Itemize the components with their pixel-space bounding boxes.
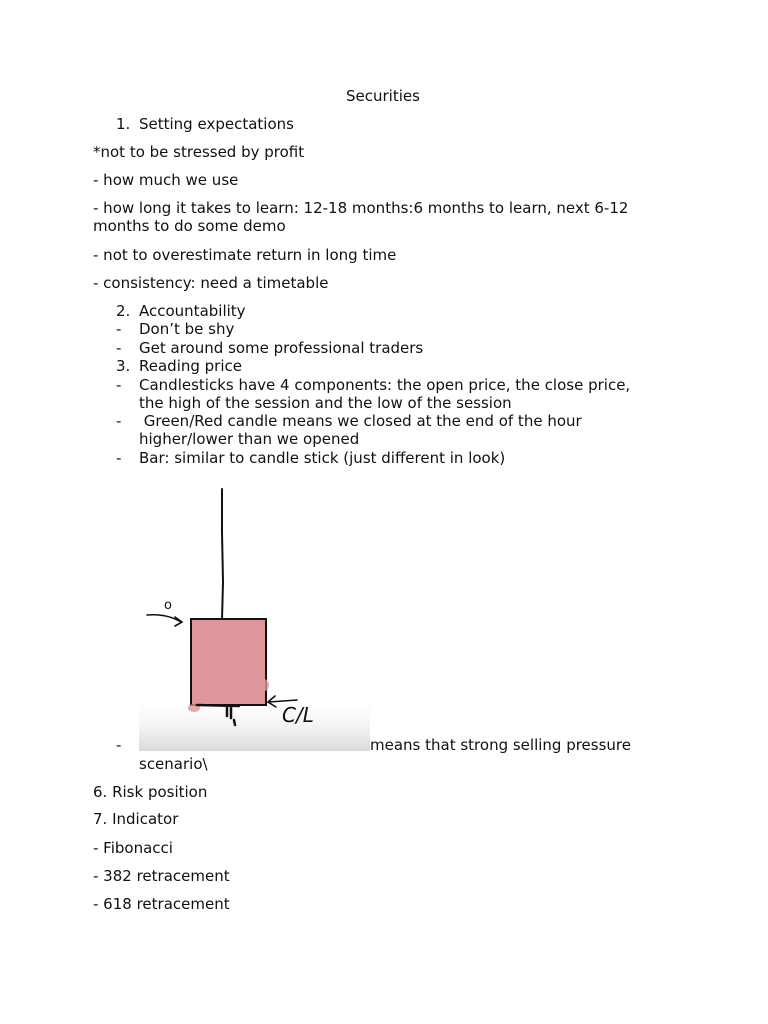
candle-body bbox=[191, 619, 266, 705]
bullet-marker: - bbox=[116, 339, 122, 357]
note-line: months to do some demo bbox=[93, 217, 286, 235]
bullet-text: Get around some professional traders bbox=[139, 339, 424, 357]
candlestick-sketch-drawing bbox=[139, 472, 370, 751]
close-low-label: C/L bbox=[282, 703, 314, 727]
bullet-text: Bar: similar to candle stick (just different in look) bbox=[139, 449, 506, 467]
note-line: - consistency: need a timetable bbox=[93, 274, 329, 292]
section-number: 1. bbox=[116, 115, 131, 133]
image-caption-continued: scenario\ bbox=[139, 755, 208, 773]
section-heading-accountability: Accountability bbox=[139, 302, 246, 320]
section-heading-setting-expectations: Setting expectations bbox=[139, 115, 294, 133]
bullet-text: Candlesticks have 4 components: the open price, the close price, bbox=[139, 376, 631, 394]
bullet-marker: - bbox=[116, 320, 122, 338]
note-line: - how much we use bbox=[93, 171, 239, 189]
section-number: 2. bbox=[116, 302, 131, 320]
note-line: - not to overestimate return in long time bbox=[93, 246, 397, 264]
bullet-marker: - bbox=[116, 412, 122, 430]
section-number: 3. bbox=[116, 357, 131, 375]
section-heading-reading-price: Reading price bbox=[139, 357, 242, 375]
item-risk-position: 6. Risk position bbox=[93, 783, 208, 801]
bullet-marker: - bbox=[116, 736, 122, 754]
note-line: - how long it takes to learn: 12-18 months:6 months to learn, next 6-12 bbox=[93, 199, 629, 217]
open-label: o bbox=[164, 598, 172, 613]
bullet-text: Don’t be shy bbox=[139, 320, 235, 338]
bullet-text-continued: the high of the session and the low of the session bbox=[139, 394, 512, 412]
item-382-retracement: - 382 retracement bbox=[93, 867, 230, 885]
image-caption: means that strong selling pressure bbox=[370, 736, 631, 754]
item-indicator: 7. Indicator bbox=[93, 810, 179, 828]
bullet-marker: - bbox=[116, 376, 122, 394]
item-fibonacci: - Fibonacci bbox=[93, 839, 173, 857]
item-618-retracement: - 618 retracement bbox=[93, 895, 230, 913]
note-line: *not to be stressed by profit bbox=[93, 143, 305, 161]
candlestick-sketch-image bbox=[139, 472, 370, 751]
bullet-text-continued: higher/lower than we opened bbox=[139, 430, 360, 448]
bullet-text: Green/Red candle means we closed at the end of the hour bbox=[139, 412, 582, 430]
document-title: Securities bbox=[346, 87, 420, 105]
bullet-marker: - bbox=[116, 449, 122, 467]
upper-wick-line bbox=[222, 489, 223, 620]
